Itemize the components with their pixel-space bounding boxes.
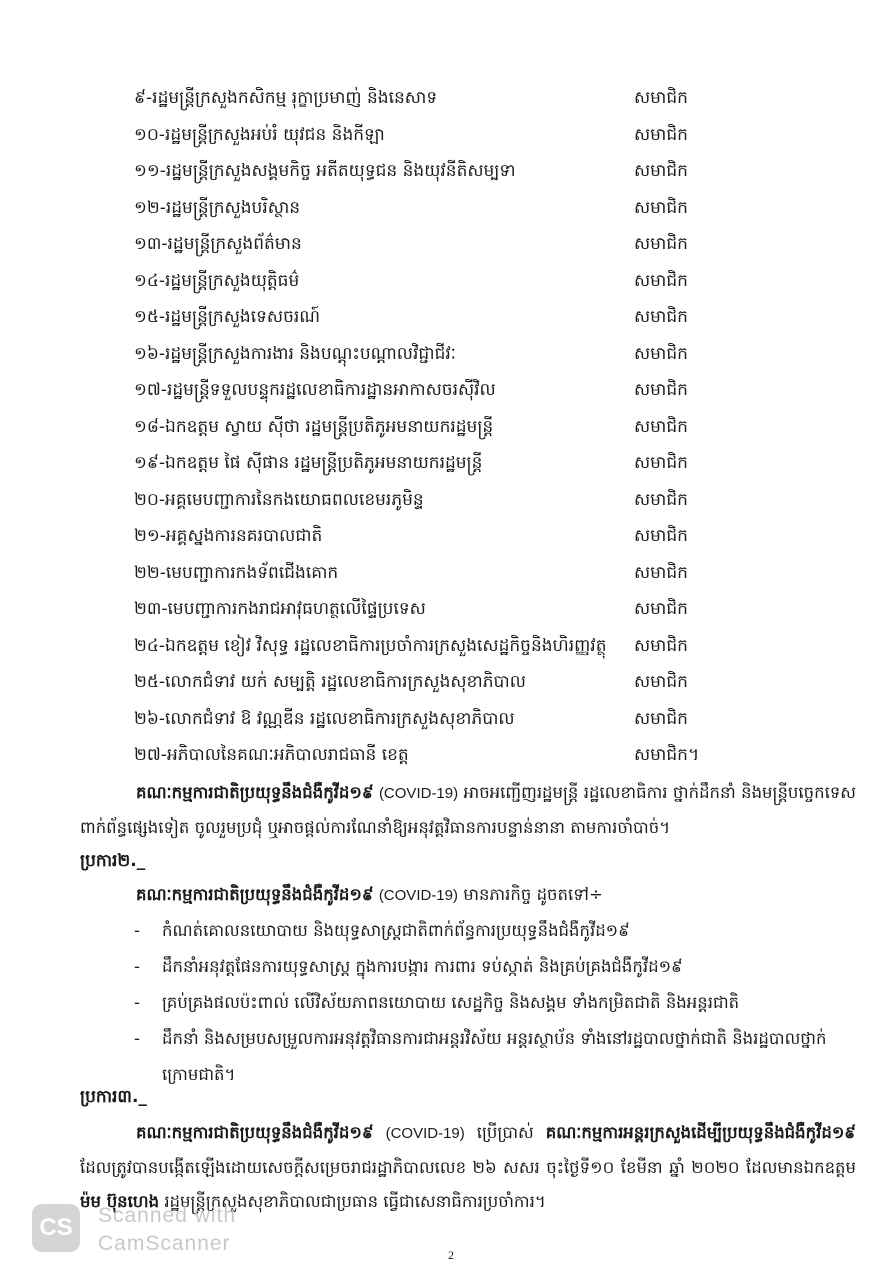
member-role: សមាជិក [634, 234, 688, 254]
member-role: សមាជិក [634, 708, 688, 729]
member-name: ១៥-រដ្ឋមន្ត្រីក្រសួងទេសចរណ៍ [134, 307, 321, 327]
camscanner-watermark [28, 1196, 278, 1266]
member-name: ១៤-រដ្ឋមន្ត្រីក្រសួងយុត្តិធម៌ [134, 270, 300, 291]
member-row [134, 701, 734, 738]
bullet-dash: - [134, 957, 140, 976]
member-row [134, 737, 734, 774]
member-row [134, 80, 734, 117]
member-name: ២២-មេបញ្ជាការកងទ័ពជើងគោក [134, 562, 339, 583]
member-role: សមាជិក [634, 599, 688, 619]
article-3-title: ប្រការ៣._ [80, 1087, 147, 1107]
member-row [134, 591, 734, 628]
covid-label: (COVID-19) [385, 1125, 465, 1142]
member-row [134, 518, 734, 555]
committee-name: គណៈកម្មការជាតិប្រយុទ្ធនឹងជំងឺកូវីដ១៩ [136, 885, 374, 904]
member-name: ២៦-លោកជំទាវ ឱ វណ្ណឌីន រដ្ឋលេខាធិការក្រសួងសុខាភិបាល [134, 708, 515, 729]
duty-item [134, 985, 846, 1021]
member-row [134, 117, 734, 154]
member-role: សមាជិក [634, 416, 688, 437]
interministerial-committee-name: គណៈកម្មការអន្តរក្រសួងដើម្បីប្រយុទ្ធនឹងជំងឺកូវីដ១៩ [545, 1123, 856, 1142]
member-role: សមាជិក [634, 672, 688, 692]
member-role: សមាជិក [634, 453, 688, 473]
duty-text: ដឹកនាំ និងសម្របសម្រួលការអនុវត្តវិធានការជាអន្តរវិស័យ អន្តរស្ថាប័ន ទាំងនៅរដ្ឋបាលថ្នាក់ជាតិ និងរដ្ឋបាលថ្នាក់ក្រោមជាតិ។ [162, 1029, 827, 1084]
member-name: ១៦-រដ្ឋមន្ត្រីក្រសួងការងារ និងបណ្តុះបណ្តាលវិជ្ជាជីវៈ [134, 343, 456, 364]
member-name: ១០-រដ្ឋមន្ត្រីក្រសួងអប់រំ យុវជន និងកីឡា [134, 124, 385, 145]
member-name: ២០-អគ្គមេបញ្ជាការនៃកងយោធពលខេមរភូមិន្ទ [134, 489, 424, 510]
member-row [134, 299, 734, 336]
covid-label: (COVID-19) [378, 785, 459, 802]
duty-text: គ្រប់គ្រងផលប៉ះពាល់ លើវិស័យភាពនយោបាយ សេដ្ឋកិច្ច និងសង្គម ទាំងកម្រិតជាតិ និងអន្តរជាតិ [162, 993, 740, 1012]
duty-item [134, 1021, 846, 1093]
member-name: ១៧-រដ្ឋមន្ត្រីទទួលបន្ទុករដ្ឋលេខាធិការដ្ឋានអាកាសចរស៊ីវិល [134, 380, 496, 400]
watermark-line-2: CamScanner [98, 1232, 231, 1255]
covid-label: (COVID-19) [378, 887, 458, 904]
member-row [134, 664, 734, 701]
bullet-dash: - [134, 921, 140, 940]
paragraph-text: មានភារកិច្ច ដូចតទៅ÷ [463, 885, 603, 904]
paragraph-duties-intro [136, 878, 856, 913]
member-role: សមាជិក [634, 489, 688, 510]
member-row [134, 482, 734, 519]
member-name: ២៥-លោកជំទាវ យក់ សម្បត្តិ រដ្ឋលេខាធិការក្រសួងសុខាភិបាល [134, 672, 526, 692]
paragraph-text: ប្រើប្រាស់ [476, 1123, 534, 1142]
member-role: សមាជិក [634, 526, 688, 546]
member-row [134, 226, 734, 263]
committee-name: គណៈកម្មការជាតិប្រយុទ្ធនឹងជំងឺកូវីដ១៩ [136, 1123, 374, 1142]
article-2-title: ប្រការ២._ [80, 851, 146, 871]
member-role: សមាជិក [634, 270, 688, 291]
paragraph-text: រដ្ឋមន្ត្រីក្រសួងសុខាភិបាលជាប្រធាន ធ្វើជាសេនាធិការប្រចាំការ។ [164, 1192, 546, 1211]
member-name: ២៧-អភិបាលនៃគណៈអភិបាលរាជធានី ខេត្ត [134, 745, 409, 765]
duty-text: កំណត់គោលនយោបាយ និងយុទ្ធសាស្ត្រជាតិពាក់ព័ន្ធការប្រយុទ្ធនឹងជំងឺកូវីដ១៩ [162, 921, 630, 940]
member-name: ២៤-ឯកឧត្តម ខៀវ វិសុទ្ធ រដ្ឋលេខាធិការប្រចាំការក្រសួងសេដ្ឋកិច្ចនិងហិរញ្ញវត្ថុ [134, 635, 607, 656]
member-row [134, 409, 734, 446]
member-name: ១៣-រដ្ឋមន្ត្រីក្រសួងព័ត៌មាន [134, 234, 302, 254]
member-row [134, 190, 734, 227]
member-name: ២១-អគ្គស្នងការនគរបាលជាតិ [134, 526, 323, 546]
duties-list [134, 913, 846, 1093]
bullet-dash: - [134, 1029, 140, 1048]
member-role: សមាជិក [634, 380, 688, 400]
member-row [134, 153, 734, 190]
paragraph-text: អាចអញ្ជើញរដ្ឋមន្ត្រី រដ្ឋលេខាធិការ ថ្នាក់ដឹកនាំ និងមន្ត្រីបច្ចេកទេសពាក់ព័ន្ធផ្សេងទៀត ចូលរួមប្រជុំ ឬអាចផ្តល់ការណែនាំឱ្យអនុវត្តវិធានការបន្ទាន់នានា តាមការចាំបាច់។ [80, 783, 856, 837]
duty-item [134, 913, 846, 949]
member-row [134, 628, 734, 665]
member-name: ៩-រដ្ឋមន្ត្រីក្រសួងកសិកម្ម រុក្ខាប្រមាញ់ និងនេសាទ [134, 88, 438, 108]
member-row [134, 263, 734, 300]
member-role: សមាជិក [634, 635, 688, 656]
member-role: សមាជិក [634, 124, 688, 145]
member-role: សមាជិក [634, 307, 688, 327]
member-name: ១២-រដ្ឋមន្ត្រីក្រសួងបរិស្ថាន [134, 197, 301, 218]
member-row [134, 336, 734, 373]
page-number: 2 [448, 1248, 454, 1262]
chair-name: ម៉ម ប៊ុនហេង [80, 1192, 160, 1211]
member-role: សមាជិក [634, 562, 688, 583]
duty-text: ដឹកនាំអនុវត្តផែនការយុទ្ធសាស្ត្រ ក្នុងការបង្ការ ការពារ ទប់ស្កាត់ និងគ្រប់គ្រងជំងឺកូវីដ១៩ [162, 957, 683, 976]
member-row [134, 445, 734, 482]
member-name: ២៣-មេបញ្ជាការកងរាជអាវុធហត្ថលើផ្ទៃប្រទេស [134, 599, 426, 619]
member-name: ១៩-ឯកឧត្តម ផៃ ស៊ីផាន រដ្ឋមន្ត្រីប្រតិភូអមនាយករដ្ឋមន្ត្រី [134, 453, 483, 473]
member-role: សមាជិក។ [634, 745, 700, 765]
duty-item [134, 949, 846, 985]
bullet-dash: - [134, 993, 140, 1012]
member-name: ១១-រដ្ឋមន្ត្រីក្រសួងសង្គមកិច្ច អតីតយុទ្ធជន និងយុវនីតិសម្បទា [134, 161, 516, 181]
watermark-line-1: Scanned with [98, 1204, 237, 1227]
member-row [134, 555, 734, 592]
committee-name: គណៈកម្មការជាតិប្រយុទ្ធនឹងជំងឺកូវីដ១៩ [136, 783, 374, 802]
paragraph-text: ដែលត្រូវបានបង្កើតឡើងដោយសេចក្តីសម្រេចរាជរដ្ឋាភិបាលលេខ ២៦ សសរ ចុះថ្ងៃទី១០ ខែមីនា ឆ្នាំ ២០២០ ដែលមានឯកឧត្តម [80, 1158, 856, 1177]
camscanner-logo: CS [32, 1204, 80, 1252]
member-list [134, 80, 734, 774]
member-row [134, 372, 734, 409]
member-role: សមាជិក [634, 88, 688, 108]
member-role: សមាជិក [634, 343, 688, 364]
paragraph-committee-invite [80, 776, 856, 845]
member-role: សមាជិក [634, 161, 688, 181]
member-name: ១៨-ឯកឧត្តម ស្វាយ ស៊ីថា រដ្ឋមន្ត្រីប្រតិភូអមនាយករដ្ឋមន្ត្រី [134, 416, 494, 437]
member-role: សមាជិក [634, 197, 688, 218]
